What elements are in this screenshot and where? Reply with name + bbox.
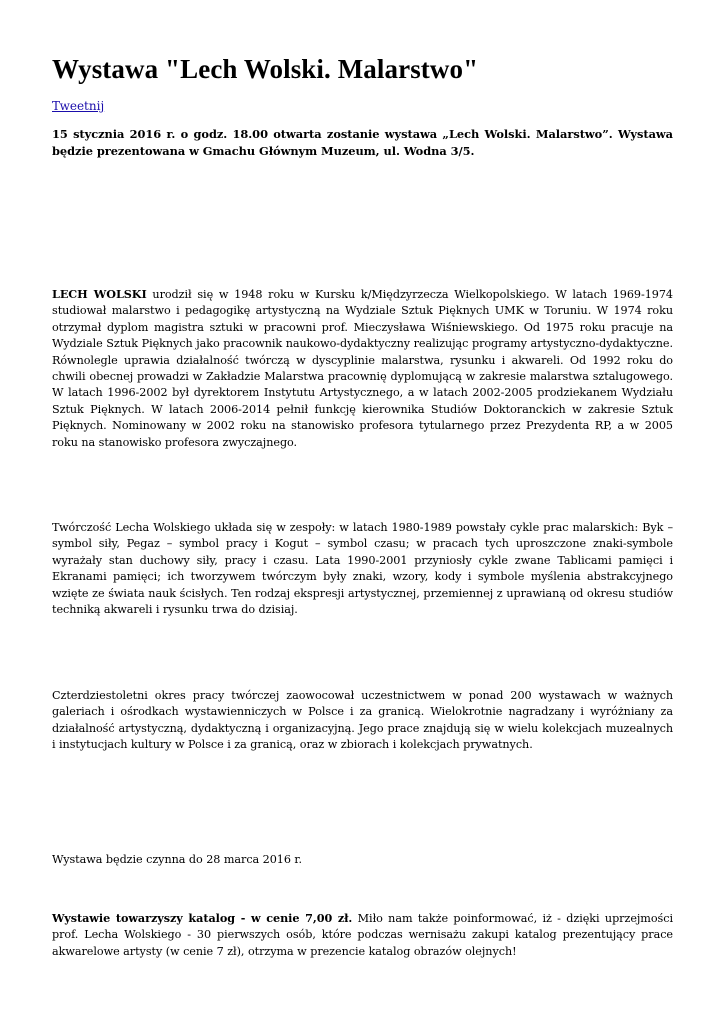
bio-text: urodził się w 1948 roku w Kursku k/Międzyrzecza Wielkopolskiego. W latach 1969-1974 studiował malarstwo i pedagogikę artystyczną na Wydziale Sztuk Pięknych UMK w Toruniu. W 1974 roku otrzymał dyplom magistra sztuki w pracowni prof. Mieczysława Wiśniewskiego. Od 1975 roku pracuje na Wydziale Sztuk Pięknych jako pracownik naukowo-dydaktyczny realizując programy artystyczno-dydaktyczne. Równolegle uprawia działalność twórczą w dyscyplinie malarstwa, rysunku i akwareli. Od 1992 roku do chwili obecnej prowadzi w Zakładzie Malarstwa pracownię dyplomującą w zakresie malarstwa sztalugowego. W latach 1996-2002 był dyrektorem Instytutu Artystycznego, a w latach 2002-2005 prodziekanem Wydziału Sztuk Pięknych. W latach 2006-2014 pełnił funkcję kierownika Studiów Doktoranckich w zakresie Sztuk Pięknych. Nominowany w 2002 roku na stanowisko profesora tytularnego przez Prezydenta RP, a w 2005 roku na stanowisko profesora zwyczajnego. [52, 288, 673, 449]
catalog-text: Miło nam także poinformować, iż - dzięki uprzejmości prof. Lecha Wolskiego - 30 pierwszych osób, które podczas wernisażu zakupi katalog prezentujący prace akwarelowe artysty (w cenie 7 zł), otrzyma w prezencie katalog obrazów olejnych! [52, 912, 673, 958]
page-title: Wystawa "Lech Wolski. Malarstwo" [52, 54, 479, 84]
exhibition-dates: Wystawa będzie czynna do 28 marca 2016 r. [52, 853, 303, 866]
tweet-link[interactable]: Tweetnij [52, 99, 105, 113]
work-paragraph: Twórczość Lecha Wolskiego układa się w zespoły: w latach 1980-1989 powstały cykle prac malarskich: Byk – symbol siły, Pegaz – symbol pracy i Kogut – symbol czasu; w pracach tych uproszczone znaki-symbole wyrażały stan duchowy siły, pracy i czasu. Lata 1990-2001 przyniosły cykle zwane Tablicami pamięci i Ekranami pamięci; ich tworzywem twórczym były znaki, wzory, kody i symbole myślenia abstrakcyjnego wzięte ze świata nauk ścisłych. Ten rodzaj ekspresji artystycznej, przemiennej z uprawianą od okresu studiów techniką akwareli i rysunku trwa do dzisiaj. [52, 521, 673, 617]
career-paragraph: Czterdziestoletni okres pracy twórczej zaowocował uczestnictwem w ponad 200 wystawach w ważnych galeriach i ośrodkach wystawienniczych w Polsce i za granicą. Wielokrotnie nagradzany i wyróżniany za działalność artystyczną, dydaktyczną i organizacyjną. Jego prace znajdują się w wielu kolekcjach muzealnych i instytucjach kultury w Polsce i za granicą, oraz w zbiorach i kolekcjach prywatnych. [52, 689, 673, 752]
bio-paragraph [52, 286, 673, 451]
catalog-paragraph [52, 910, 673, 960]
artist-name: LECH WOLSKI [52, 287, 147, 301]
catalog-price: Wystawie towarzyszy katalog - w cenie 7,00 zł. [52, 911, 353, 925]
lead-paragraph: 15 stycznia 2016 r. o godz. 18.00 otwarta zostanie wystawa „Lech Wolski. Malarstwo”. Wystawa będzie prezentowana w Gmachu Głównym Muzeum, ul. Wodna 3/5. [52, 127, 673, 158]
